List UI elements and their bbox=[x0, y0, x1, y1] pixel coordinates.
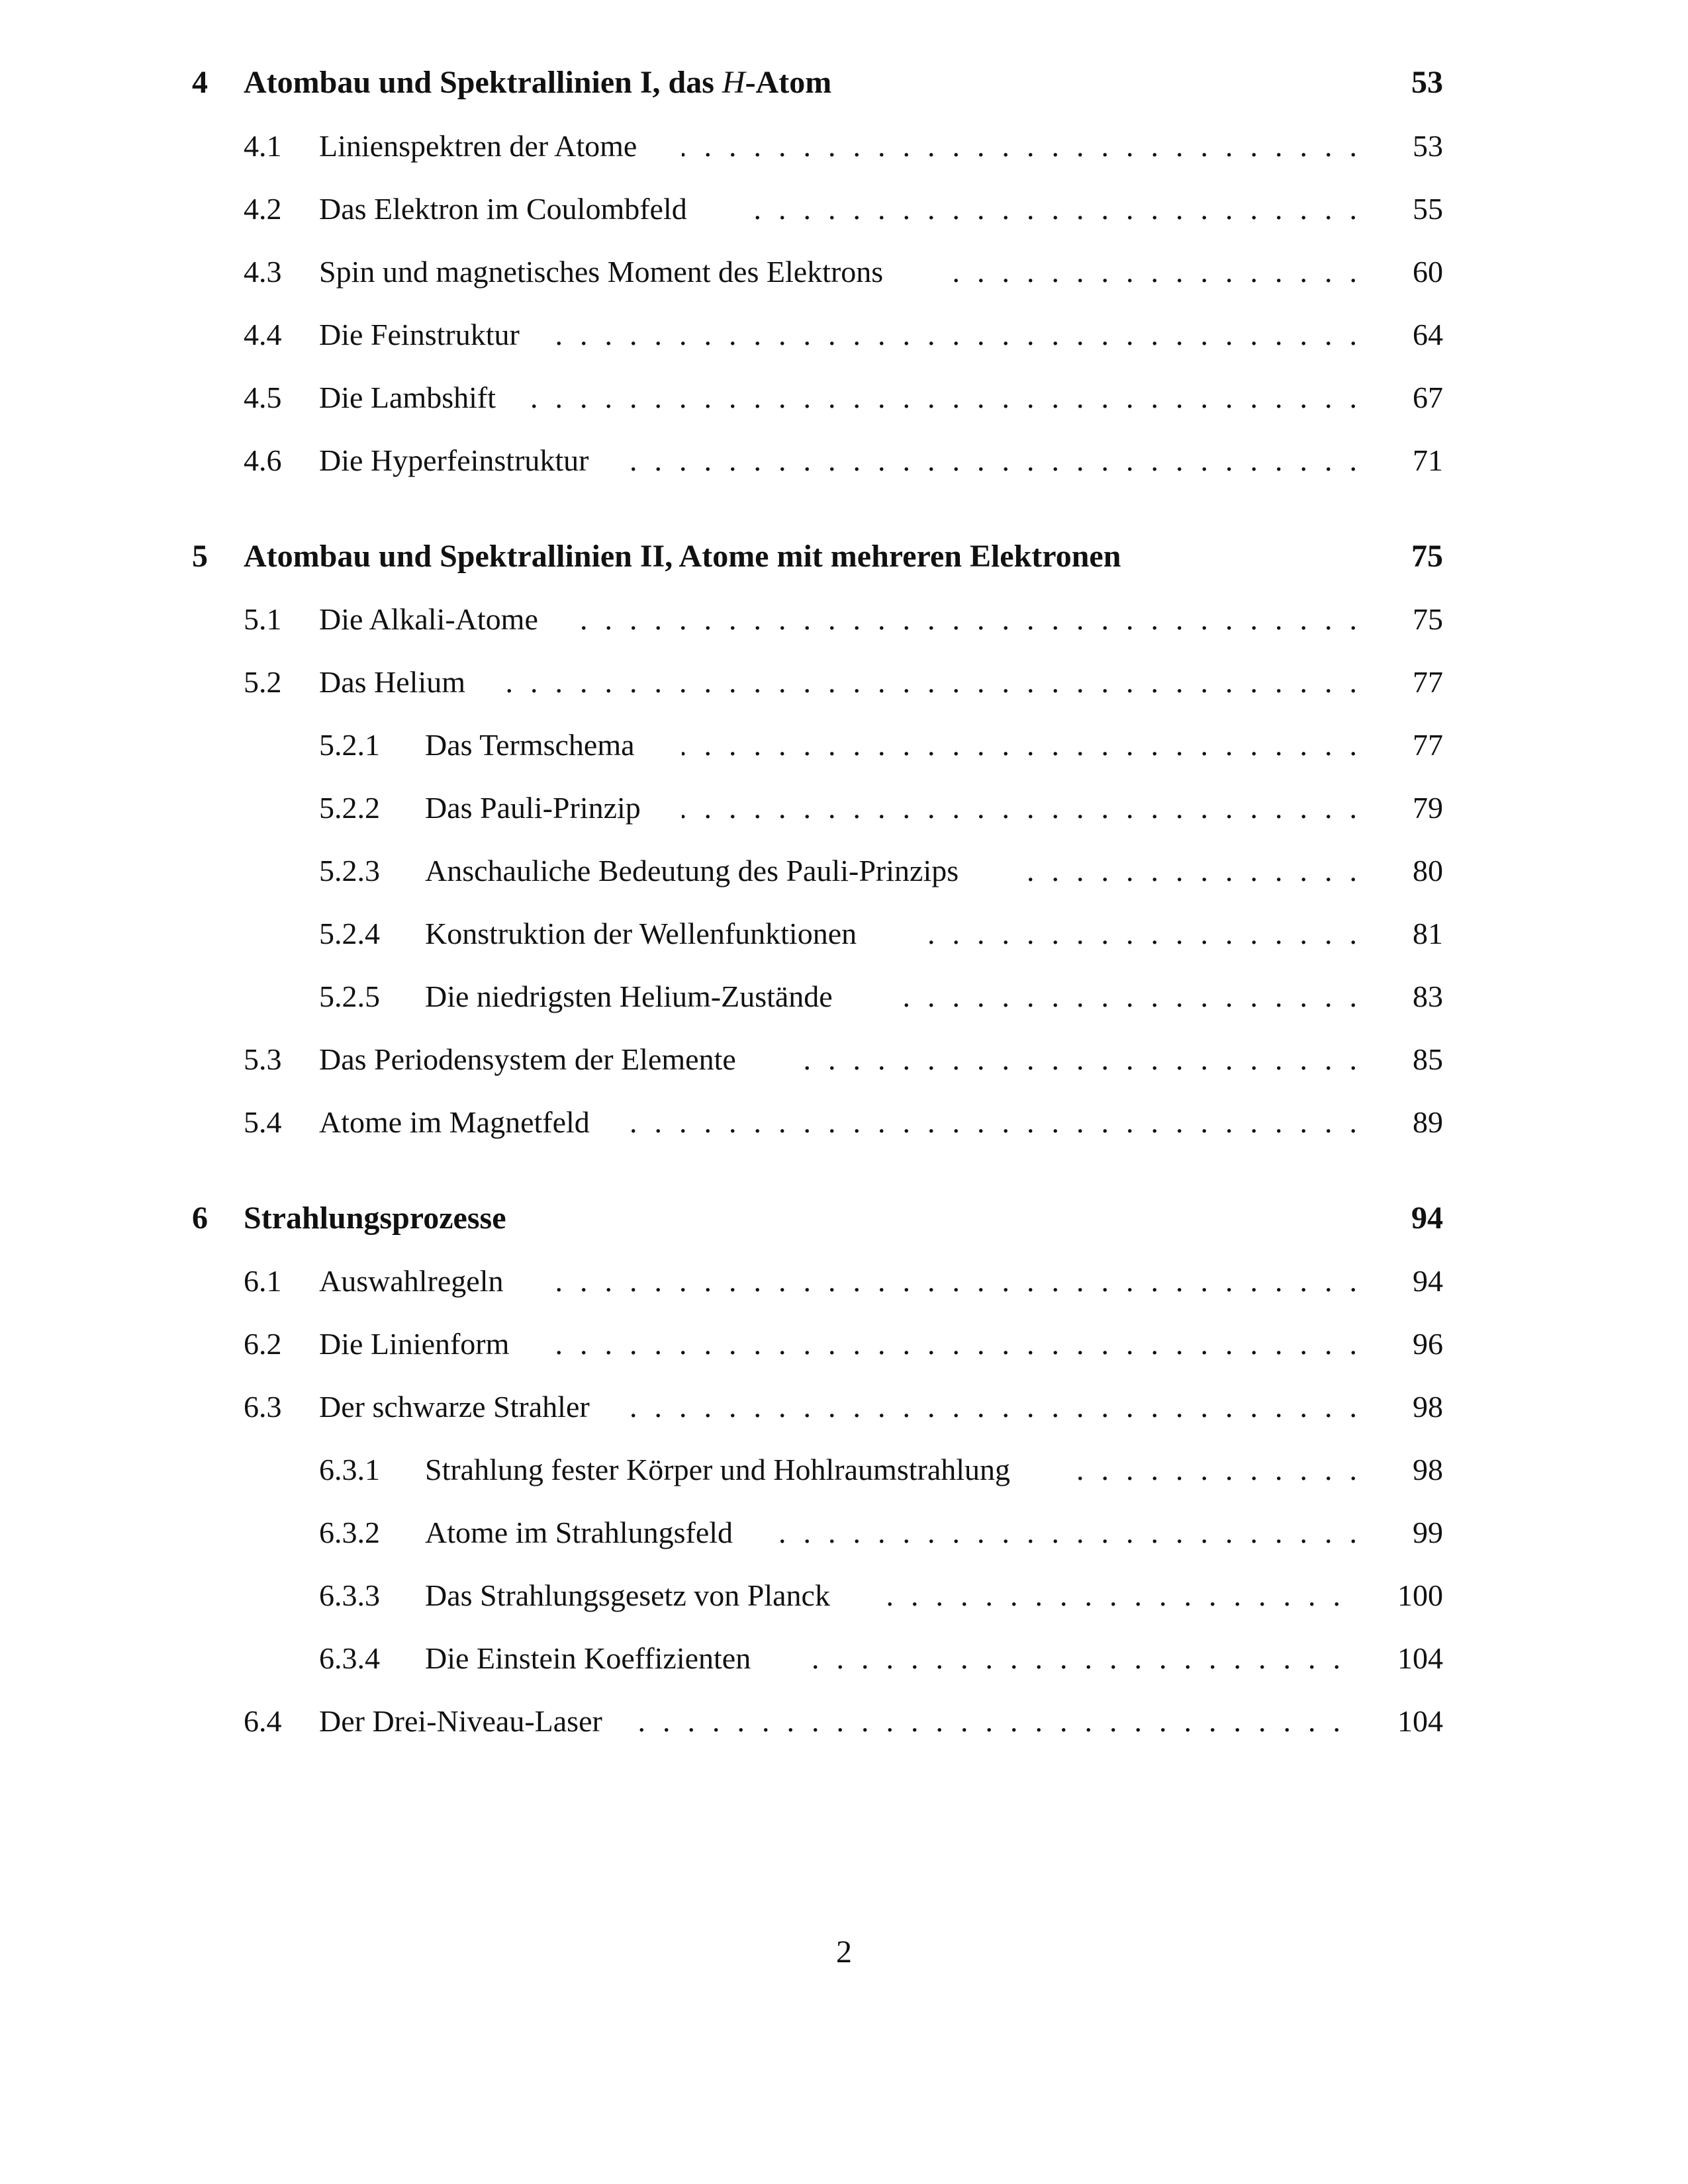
dot-leader bbox=[682, 785, 1357, 831]
section-page: 67 bbox=[1413, 381, 1443, 414]
toc-chapter[interactable] bbox=[0, 533, 1688, 580]
section-number: 5.4 bbox=[244, 1105, 282, 1139]
section-number: 4.1 bbox=[244, 129, 282, 163]
subsection-page: 81 bbox=[1413, 917, 1443, 950]
section-number: 4.3 bbox=[244, 255, 282, 289]
section-title: Das Helium bbox=[319, 665, 466, 699]
section-page: 64 bbox=[1413, 318, 1443, 351]
section-page: 94 bbox=[1413, 1264, 1443, 1298]
dot-leader bbox=[619, 1099, 1357, 1146]
subsection-number: 5.2.3 bbox=[319, 854, 380, 887]
toc-subsection[interactable] bbox=[0, 911, 1688, 957]
section-page: 85 bbox=[1413, 1042, 1443, 1076]
section-page: 60 bbox=[1413, 255, 1443, 289]
subsection-number: 6.3.2 bbox=[319, 1516, 380, 1549]
toc-section[interactable] bbox=[0, 312, 1688, 358]
dot-leader bbox=[530, 375, 1357, 421]
subsection-page: 104 bbox=[1397, 1641, 1443, 1675]
dot-leader bbox=[635, 1698, 1340, 1745]
toc-subsection[interactable] bbox=[0, 722, 1688, 768]
chapter-title bbox=[244, 60, 831, 106]
dot-leader bbox=[493, 659, 1357, 705]
chapter-page: 94 bbox=[1411, 1201, 1443, 1236]
section-number: 5.2 bbox=[244, 665, 282, 699]
section-title: Das Elektron im Coulombfeld bbox=[319, 192, 687, 226]
subsection-page: 83 bbox=[1413, 979, 1443, 1013]
section-page: 75 bbox=[1413, 602, 1443, 636]
section-title: Auswahlregeln bbox=[319, 1264, 504, 1298]
subsection-page: 77 bbox=[1413, 728, 1443, 762]
toc-section[interactable] bbox=[0, 1258, 1688, 1304]
page-number: 2 bbox=[836, 1934, 852, 1970]
dot-leader bbox=[549, 312, 1357, 358]
toc-subsection[interactable] bbox=[0, 785, 1688, 831]
section-number: 6.3 bbox=[244, 1390, 282, 1424]
section-number: 5.1 bbox=[244, 602, 282, 636]
section-page: 98 bbox=[1413, 1390, 1443, 1424]
dot-leader bbox=[619, 1384, 1357, 1430]
section-page: 77 bbox=[1413, 665, 1443, 699]
subsection-title: Anschauliche Bedeutung des Pauli-Prinzips bbox=[425, 854, 959, 887]
toc-chapter[interactable] bbox=[0, 60, 1688, 106]
section-number: 6.4 bbox=[244, 1704, 282, 1738]
dot-leader bbox=[539, 1258, 1357, 1304]
subsection-title: Das Strahlungsgesetz von Planck bbox=[425, 1578, 830, 1612]
section-number: 6.1 bbox=[244, 1264, 282, 1298]
dot-leader bbox=[910, 911, 1357, 957]
dot-leader bbox=[735, 186, 1357, 232]
toc-subsection[interactable] bbox=[0, 1635, 1688, 1682]
section-number: 4.5 bbox=[244, 381, 282, 414]
chapter-title: Atombau und Spektrallinien II, Atome mit mehreren Elektronen bbox=[244, 539, 1121, 574]
section-title: Atome im Magnetfeld bbox=[319, 1105, 590, 1139]
chapter-title-variable: H bbox=[722, 65, 745, 100]
subsection-page: 100 bbox=[1397, 1578, 1443, 1612]
subsection-number: 5.2.5 bbox=[319, 979, 380, 1013]
dot-leader bbox=[682, 722, 1357, 768]
toc-section[interactable] bbox=[0, 1321, 1688, 1367]
dot-leader bbox=[539, 1321, 1357, 1367]
chapter-number: 6 bbox=[192, 1201, 208, 1236]
subsection-title: Die niedrigsten Helium-Zustände bbox=[425, 979, 833, 1013]
section-title: Die Hyperfeinstruktur bbox=[319, 443, 589, 477]
dot-leader bbox=[788, 1036, 1357, 1083]
section-number: 4.4 bbox=[244, 318, 282, 351]
section-title: Die Alkali-Atome bbox=[319, 602, 538, 636]
toc-section[interactable] bbox=[0, 596, 1688, 643]
dot-leader bbox=[794, 1635, 1340, 1682]
section-number: 6.2 bbox=[244, 1327, 282, 1361]
toc-section[interactable] bbox=[0, 1036, 1688, 1083]
section-page: 53 bbox=[1413, 129, 1443, 163]
section-page: 96 bbox=[1413, 1327, 1443, 1361]
dot-leader bbox=[682, 123, 1357, 169]
subsection-title: Die Einstein Koeffizienten bbox=[425, 1641, 751, 1675]
dot-leader bbox=[1019, 848, 1357, 894]
section-title: Das Periodensystem der Elemente bbox=[319, 1042, 736, 1076]
subsection-title: Strahlung fester Körper und Hohlraumstrahlung bbox=[425, 1453, 1011, 1486]
section-page: 104 bbox=[1397, 1704, 1443, 1738]
subsection-number: 6.3.1 bbox=[319, 1453, 380, 1486]
toc-subsection[interactable] bbox=[0, 1510, 1688, 1556]
toc-section[interactable] bbox=[0, 1698, 1688, 1745]
toc-section[interactable] bbox=[0, 1099, 1688, 1146]
toc-section[interactable] bbox=[0, 123, 1688, 169]
dot-leader bbox=[877, 1572, 1340, 1619]
subsection-page: 80 bbox=[1413, 854, 1443, 887]
chapter-title: Strahlungsprozesse bbox=[244, 1201, 506, 1236]
toc-section[interactable] bbox=[0, 1384, 1688, 1430]
subsection-number: 6.3.4 bbox=[319, 1641, 380, 1675]
subsection-page: 98 bbox=[1413, 1453, 1443, 1486]
chapter-number: 4 bbox=[192, 65, 208, 100]
toc-section[interactable] bbox=[0, 186, 1688, 232]
chapter-number: 5 bbox=[192, 539, 208, 574]
section-title: Der Drei-Niveau-Laser bbox=[319, 1704, 602, 1738]
subsection-page: 79 bbox=[1413, 791, 1443, 825]
toc-section[interactable] bbox=[0, 375, 1688, 421]
section-number: 4.6 bbox=[244, 443, 282, 477]
chapter-page: 53 bbox=[1411, 65, 1443, 100]
section-page: 71 bbox=[1413, 443, 1443, 477]
toc-section[interactable] bbox=[0, 437, 1688, 484]
section-page: 55 bbox=[1413, 192, 1443, 226]
toc-section[interactable] bbox=[0, 659, 1688, 705]
section-title: Linienspektren der Atome bbox=[319, 129, 637, 163]
toc-subsection[interactable] bbox=[0, 848, 1688, 894]
dot-leader bbox=[622, 437, 1357, 484]
subsection-page: 99 bbox=[1413, 1516, 1443, 1549]
subsection-number: 5.2.2 bbox=[319, 791, 380, 825]
subsection-title: Konstruktion der Wellenfunktionen bbox=[425, 917, 857, 950]
subsection-title: Das Pauli-Prinzip bbox=[425, 791, 641, 825]
dot-leader bbox=[563, 596, 1357, 643]
subsection-title: Das Termschema bbox=[425, 728, 635, 762]
toc-chapter[interactable] bbox=[0, 1195, 1688, 1242]
section-page: 89 bbox=[1413, 1105, 1443, 1139]
section-title: Der schwarze Strahler bbox=[319, 1390, 590, 1424]
subsection-title: Atome im Strahlungsfeld bbox=[425, 1516, 733, 1549]
subsection-number: 5.2.4 bbox=[319, 917, 380, 950]
dot-leader bbox=[761, 1510, 1357, 1556]
section-number: 4.2 bbox=[244, 192, 282, 226]
toc-subsection[interactable] bbox=[0, 1572, 1688, 1619]
dot-leader bbox=[1059, 1447, 1357, 1493]
dot-leader bbox=[887, 974, 1357, 1020]
section-title: Spin und magnetisches Moment des Elektrons bbox=[319, 255, 884, 289]
section-title: Die Linienform bbox=[319, 1327, 510, 1361]
dot-leader bbox=[937, 249, 1357, 295]
section-number: 5.3 bbox=[244, 1042, 282, 1076]
chapter-title-post: -Atom bbox=[745, 65, 832, 100]
section-title: Die Feinstruktur bbox=[319, 318, 520, 351]
toc-subsection[interactable] bbox=[0, 1447, 1688, 1493]
chapter-page: 75 bbox=[1411, 539, 1443, 574]
toc-subsection[interactable] bbox=[0, 974, 1688, 1020]
chapter-title-pre: Atombau und Spektrallinien I, das bbox=[244, 65, 722, 100]
subsection-number: 6.3.3 bbox=[319, 1578, 380, 1612]
section-title: Die Lambshift bbox=[319, 381, 496, 414]
toc-section[interactable] bbox=[0, 249, 1688, 295]
subsection-number: 5.2.1 bbox=[319, 728, 380, 762]
